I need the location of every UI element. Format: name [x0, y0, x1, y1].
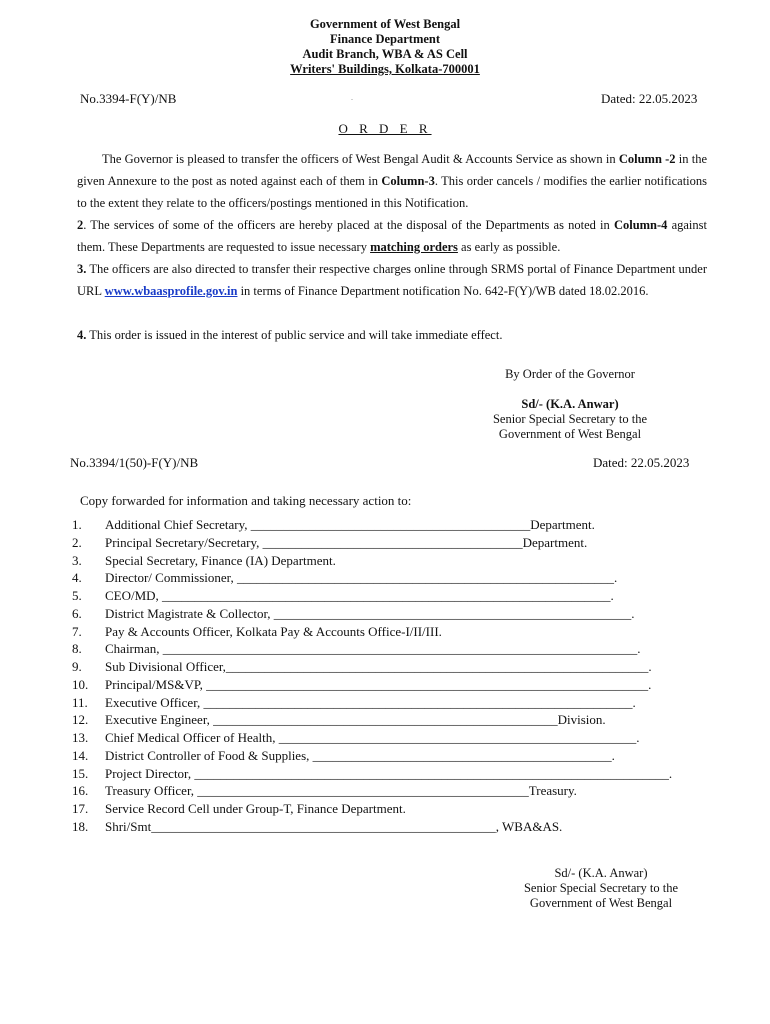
signatory-designation: Senior Special Secretary to the Government of West Bengal — [492, 412, 648, 441]
list-item: 6. District Magistrate & Collector, _______________________________________________________. — [72, 605, 635, 621]
list-item: 2. Principal Secretary/Secretary, ________________________________________Department. — [72, 534, 588, 550]
order-title: O R D E R — [338, 121, 432, 136]
list-item: 14. District Controller of Food & Supplies, ______________________________________________. — [72, 747, 615, 763]
recipient-list — [72, 516, 672, 836]
list-item: 5. CEO/MD, _____________________________________________________________________. — [72, 588, 614, 603]
list-item: 15. Project Director, _________________________________________________________________________. — [72, 765, 673, 781]
list-item: 16. Treasury Officer, ___________________________________________________Treasury. — [72, 783, 577, 799]
list-item: 7. Pay & Accounts Officer, Kolkata Pay & Accounts Office-I/II/III. — [72, 623, 442, 639]
list-item: 4. Director/ Commissioner, __________________________________________________________. — [72, 570, 618, 586]
closing-signatory-name: Sd/- (K.A. Anwar) — [554, 866, 648, 880]
copy-forwarded-intro: Copy forwarded for information and taking necessary action to: — [80, 493, 412, 508]
header-department: Finance Department — [329, 32, 441, 46]
paragraph-4: 4. This order is issued in the interest of public service and will take immediate effect. — [77, 328, 503, 342]
by-order-line: By Order of the Governor — [505, 367, 635, 381]
header-branch: Audit Branch, WBA & AS Cell — [302, 47, 468, 61]
letterhead — [0, 17, 770, 77]
paragraph-1: The Governor is pleased to transfer the officers of West Bengal Audit & Accounts Service as shown in Column -2 in the given Annexure to the post as noted against each of them in Column-3. This order cancels / modifies the earlier notifications to the extent they relate to the officers/postings mentioned in this Notification. — [77, 152, 708, 210]
signatory-name: Sd/- (K.A. Anwar) — [521, 397, 619, 411]
list-item: 8. Chairman, _________________________________________________________________________. — [72, 641, 641, 657]
paragraph-2: 2. The services of some of the officers are hereby placed at the disposal of the Departments as noted in Column-4 against them. These Departments are requested to issue necessary matching orders as early as possible. — [77, 218, 707, 254]
copy-memo-date: Dated: 22.05.2023 — [593, 455, 690, 470]
paragraph-3: 3. The officers are also directed to transfer their respective charges online through SRMS portal of Finance Department under URL www.wbaasprofile.gov.in in terms of Finance Department notification No. 642-F(Y)/WB dated 18.02.2016. — [77, 262, 707, 298]
closing-signature: Sd/- (K.A. Anwar) Senior Special Secretary to the Government of West Bengal — [510, 866, 692, 911]
list-item: 3. Special Secretary, Finance (IA) Department. — [72, 552, 336, 568]
list-item: 10. Principal/MS&VP, ____________________________________________________________________. — [72, 676, 652, 692]
header-government: Government of West Bengal — [309, 17, 461, 31]
list-item: 13. Chief Medical Officer of Health, _______________________________________________________. — [72, 730, 640, 745]
list-item: 18. Shri/Smt_____________________________________________________, WBA&AS. — [72, 818, 563, 834]
separator-dot: . — [351, 93, 353, 102]
list-item: 1. Additional Chief Secretary, ___________________________________________Department. — [72, 517, 595, 532]
srms-portal-link[interactable]: www.wbaasprofile.gov.in — [104, 284, 238, 298]
copy-memo-number: No.3394/1(50)-F(Y)/NB — [70, 455, 199, 470]
order-date: Dated: 22.05.2023 — [601, 91, 698, 106]
list-item: 9. Sub Divisional Officer,_________________________________________________________________. — [72, 659, 652, 674]
list-item: 17. Service Record Cell under Group-T, Finance Department. — [72, 801, 406, 816]
header-address: Writers' Buildings, Kolkata-700001 — [290, 62, 480, 76]
order-number: No.3394-F(Y)/NB — [80, 91, 177, 106]
list-item: 12. Executive Engineer, _____________________________________________________Division. — [72, 712, 606, 728]
list-item: 11. Executive Officer, __________________________________________________________________. — [72, 694, 636, 710]
